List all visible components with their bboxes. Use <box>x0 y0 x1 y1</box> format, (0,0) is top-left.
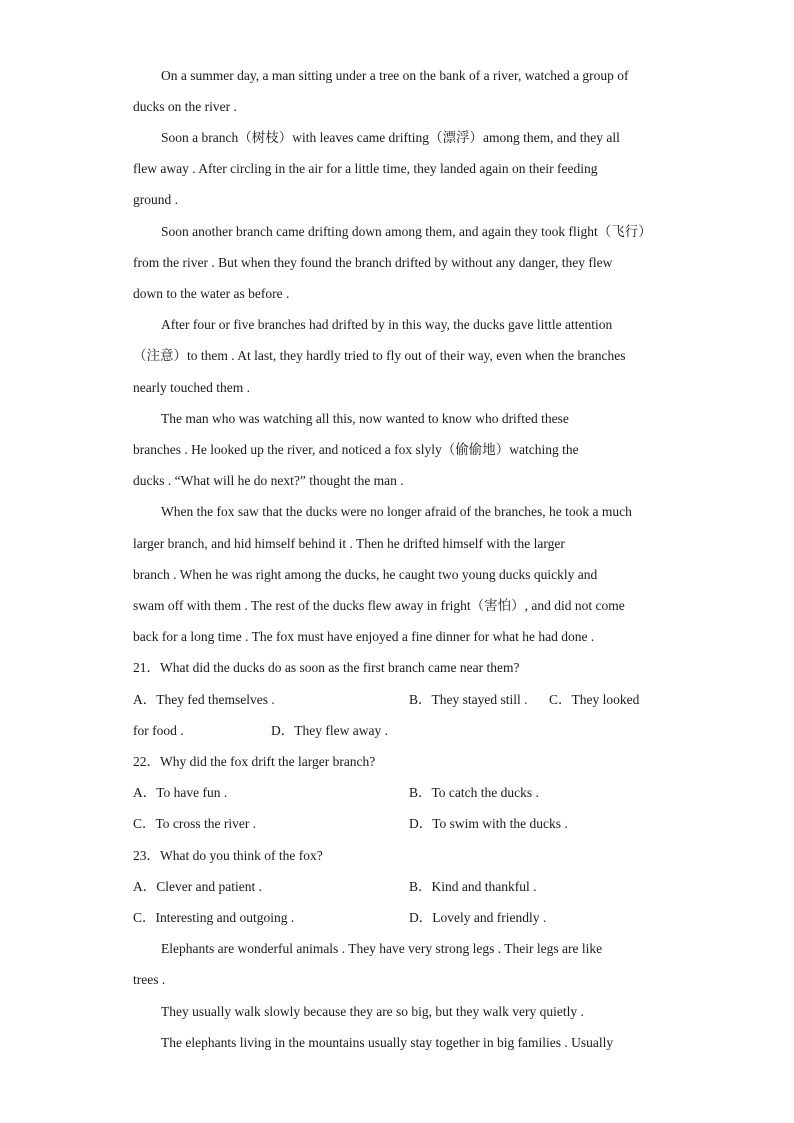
question-21-option-c-cont: for food . <box>133 723 184 738</box>
passage1-line: from the river . But when they found the branch drifted by without any danger, they flew <box>133 255 613 270</box>
passage1-line: When the fox saw that the ducks were no longer afraid of the branches, he took a much <box>161 504 632 519</box>
passage1-line: down to the water as before . <box>133 286 290 301</box>
question-23-option-b: B．Kind and thankful . <box>409 879 537 894</box>
passage1-line: larger branch, and hid himself behind it . Then he drifted himself with the larger <box>133 536 565 551</box>
passage1-line: branch . When he was right among the ducks, he caught two young ducks quickly and <box>133 567 598 582</box>
passage1-line: Soon a branch（树枝）with leaves came drifting（漂浮）among them, and they all <box>161 130 620 145</box>
question-22-option-b: B．To catch the ducks . <box>409 785 539 800</box>
question-22-stem: 22．Why did the fox drift the larger branch? <box>133 754 376 769</box>
passage1-line: Soon another branch came drifting down among them, and again they took flight（飞行） <box>161 224 652 239</box>
question-21-option-b: B．They stayed still . <box>409 692 528 707</box>
question-22-option-a: A．To have fun . <box>133 785 228 800</box>
question-21-option-a: A．They fed themselves . <box>133 692 275 707</box>
passage1-line: ground . <box>133 192 178 207</box>
passage2-line: The elephants living in the mountains usually stay together in big families . Usually <box>161 1035 614 1050</box>
passage1-line: （注意）to them . At last, they hardly tried to fly out of their way, even when the branches <box>133 348 626 363</box>
passage1-line: nearly touched them . <box>133 380 250 395</box>
passage2-line: Elephants are wonderful animals . They have very strong legs . Their legs are like <box>161 941 603 956</box>
question-23-option-d: D．Lovely and friendly . <box>409 910 547 925</box>
passage2-line: They usually walk slowly because they are so big, but they walk very quietly . <box>161 1004 584 1019</box>
question-23-stem: 23．What do you think of the fox? <box>133 848 323 863</box>
question-21-option-c: C．They looked <box>549 692 640 707</box>
passage1-line: branches . He looked up the river, and noticed a fox slyly（偷偷地）watching the <box>133 442 579 457</box>
passage1-line: flew away . After circling in the air for a little time, they landed again on their feeding <box>133 161 598 176</box>
passage1-line: swam off with them . The rest of the ducks flew away in fright（害怕）, and did not come <box>133 598 625 613</box>
question-23-option-c: C．Interesting and outgoing . <box>133 910 295 925</box>
passage1-line: ducks on the river . <box>133 99 237 114</box>
question-21-option-d: D．They flew away . <box>271 723 388 738</box>
passage1-line: ducks . “What will he do next?” thought the man . <box>133 473 404 488</box>
passage1-line: The man who was watching all this, now wanted to know who drifted these <box>161 411 569 426</box>
passage2-line: trees . <box>133 972 166 987</box>
passage1-line: On a summer day, a man sitting under a tree on the bank of a river, watched a group of <box>161 68 629 83</box>
question-21-stem: 21．What did the ducks do as soon as the first branch came near them? <box>133 660 520 675</box>
question-22-option-c: C．To cross the river . <box>133 816 257 831</box>
question-22-option-d: D．To swim with the ducks . <box>409 816 568 831</box>
passage1-line: back for a long time . The fox must have enjoyed a fine dinner for what he had done . <box>133 629 595 644</box>
passage1-line: After four or five branches had drifted by in this way, the ducks gave little attention <box>161 317 613 332</box>
question-23-option-a: A．Clever and patient . <box>133 879 262 894</box>
